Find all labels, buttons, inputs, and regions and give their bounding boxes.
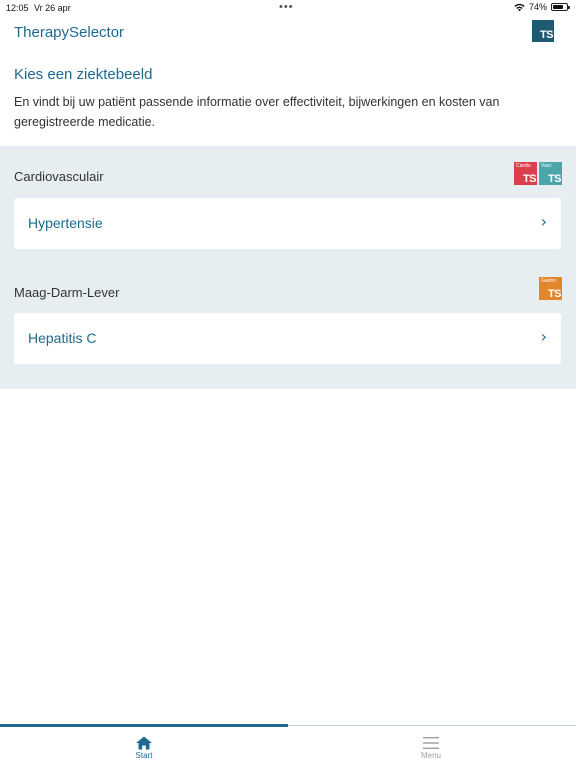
section-label-cardiovasculair: Cardiovasculair [14,169,104,184]
intro-text: En vindt bij uw patiënt passende informatie over effectiviteit, bijwerkingen en kosten van geregistreerde medicatie. [14,95,500,129]
tab-menu-label: Menu [420,751,441,760]
disease-list-panel [0,146,576,389]
tab-start[interactable] [114,736,174,760]
section-badges-cardiovasculair [514,162,562,185]
status-date: Vr 26 apr [34,3,71,13]
chevron-right-icon: › [540,327,547,346]
badge-text: TS [522,173,536,185]
app-logo [532,20,554,42]
multitasking-dots[interactable]: ••• [279,1,294,13]
tab-start-label: Start [135,751,153,760]
tab-bar [0,725,576,768]
home-icon [135,736,153,750]
vasc-badge-icon [539,162,562,185]
list-item-label: Hepatitis C [28,330,97,346]
section-badges-maag-darm-lever [539,277,562,300]
tab-menu[interactable] [401,736,461,760]
chevron-right-icon: › [540,212,547,231]
list-item-hepatitis-c[interactable] [14,313,561,364]
badge-tag: Gastro [541,278,557,284]
wifi-icon [514,3,525,12]
status-bar [0,0,576,16]
app-title: TherapySelector [14,24,125,41]
list-item-label: Hypertensie [28,215,103,231]
battery-percent: 74% [528,2,547,12]
badge-tag: Vasc [541,163,552,169]
gastro-badge-icon [539,277,562,300]
active-tab-indicator [0,724,288,727]
list-item-hypertensie[interactable] [14,198,561,249]
badge-text: TS [547,288,561,300]
badge-text: TS [547,173,561,185]
status-time: 12:05 [6,3,29,13]
battery-icon [551,3,568,11]
menu-icon [422,736,440,750]
cardio-badge-icon [514,162,537,185]
section-label-maag-darm-lever: Maag-Darm-Lever [14,285,120,300]
status-right [514,2,568,12]
app-logo-text: TS [539,29,553,41]
badge-tag: Cardio [516,163,531,169]
battery-fill [553,5,563,9]
page-title: Kies een ziektebeeld [14,66,153,83]
